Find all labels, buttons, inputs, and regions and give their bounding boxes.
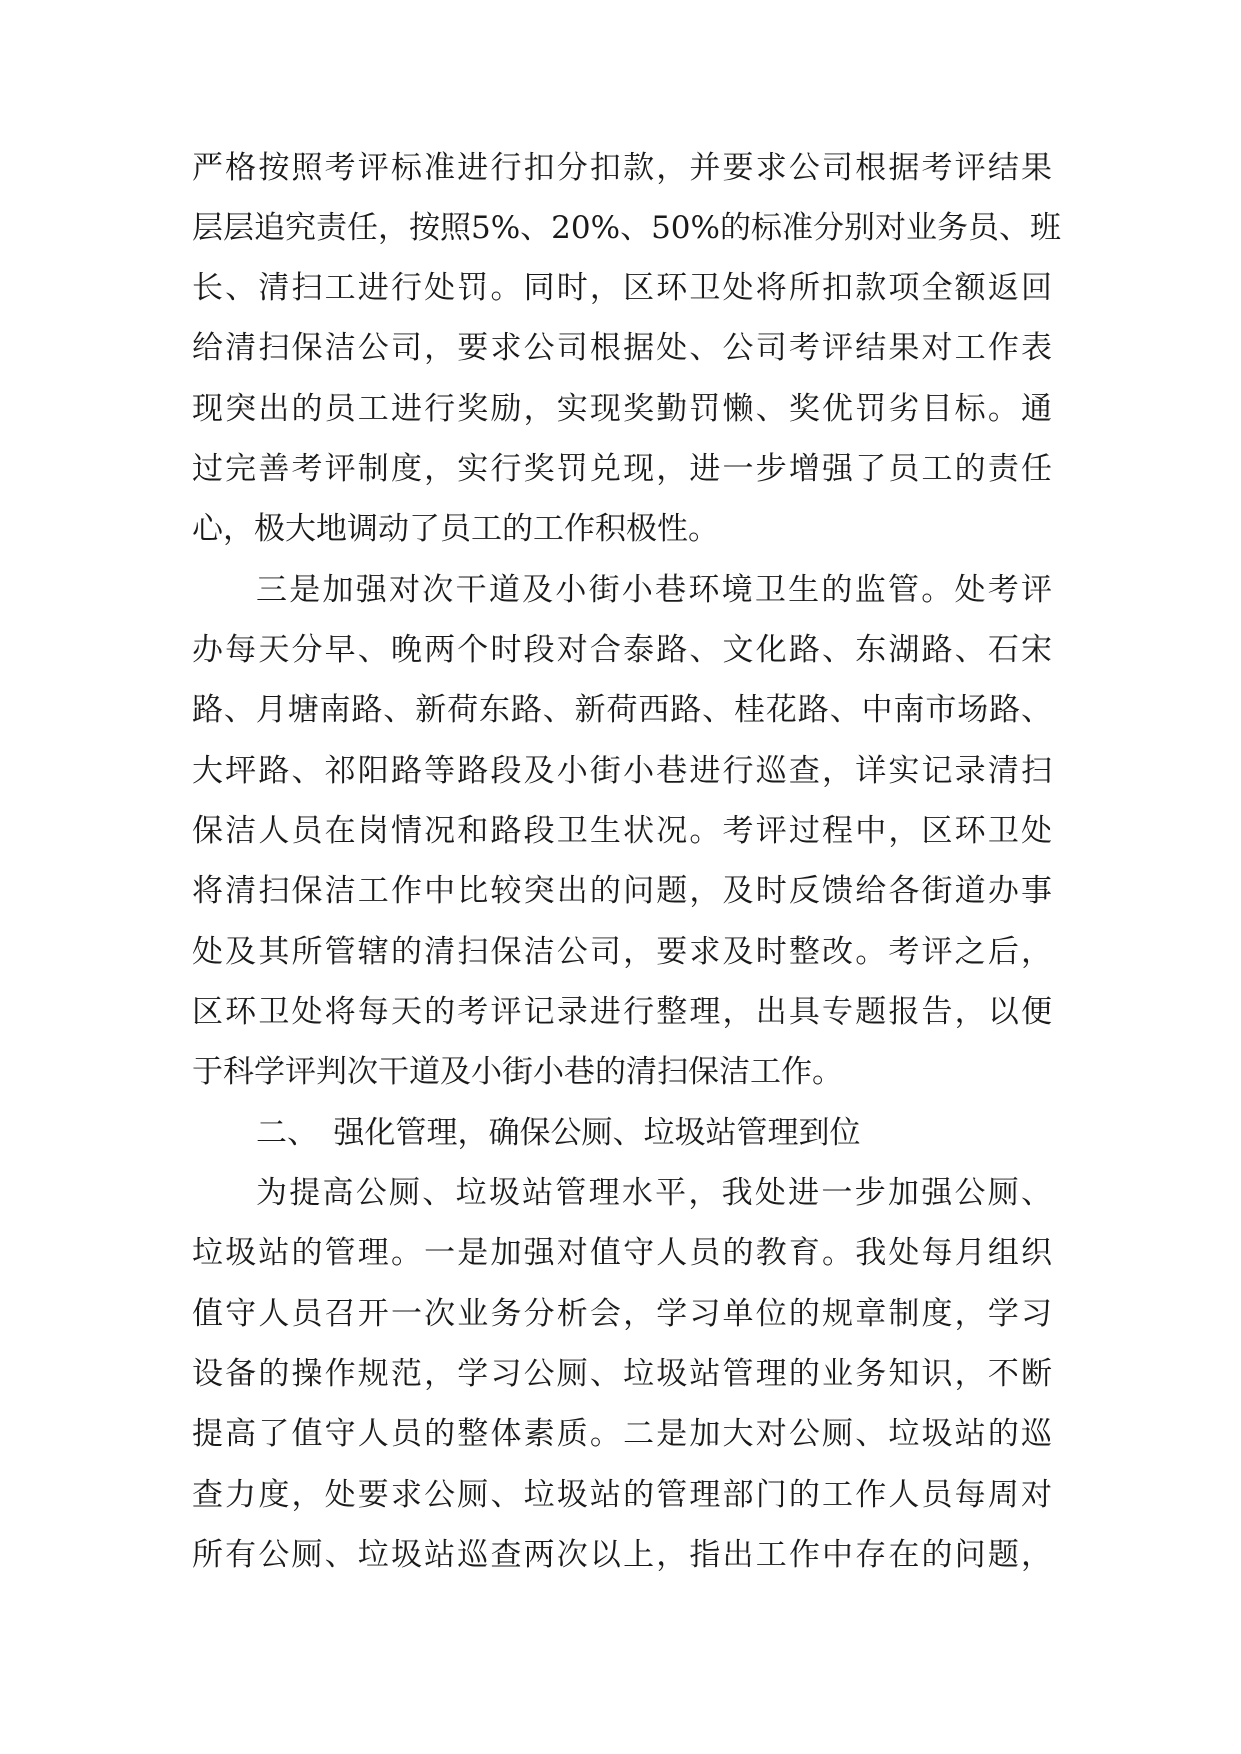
text-line: 于科学评判次干道及小街小巷的清扫保洁工作。 bbox=[192, 1054, 843, 1090]
text-line: 值守人员召开一次业务分析会，学习单位的规章制度，学习 bbox=[192, 1296, 1052, 1332]
text-line: 过完善考评制度，实行奖罚兑现，进一步增强了员工的责任 bbox=[192, 451, 1052, 487]
text-line: 提高了值守人员的整体素质。二是加大对公厕、垃圾站的巡 bbox=[192, 1416, 1052, 1452]
text-line: 保洁人员在岗情况和路段卫生状况。考评过程中，区环卫处 bbox=[192, 813, 1052, 849]
text-line: 大坪路、祁阳路等路段及小街小巷进行巡查，详实记录清扫 bbox=[192, 753, 1052, 789]
text-line: 查力度，处要求公厕、垃圾站的管理部门的工作人员每周对 bbox=[192, 1477, 1052, 1513]
text-line: 给清扫保洁公司，要求公司根据处、公司考评结果对工作表 bbox=[192, 330, 1052, 366]
text-line: 垃圾站的管理。一是加强对值守人员的教育。我处每月组织 bbox=[192, 1235, 1052, 1271]
text-line: 心，极大地调动了员工的工作积极性。 bbox=[192, 511, 719, 547]
text-line: 处及其所管辖的清扫保洁公司，要求及时整改。考评之后， bbox=[192, 934, 1052, 970]
text-line: 将清扫保洁工作中比较突出的问题，及时反馈给各街道办事 bbox=[192, 873, 1052, 909]
text-line: 办每天分早、晚两个时段对合泰路、文化路、东湖路、石宋 bbox=[192, 632, 1052, 668]
text-line: 现突出的员工进行奖励，实现奖勤罚懒、奖优罚劣目标。通 bbox=[192, 391, 1052, 427]
paragraph-start-line: 三是加强对次干道及小街小巷环境卫生的监管。处考评 bbox=[256, 572, 1052, 608]
text-line: 长、清扫工进行处罚。同时，区环卫处将所扣款项全额返回 bbox=[192, 270, 1052, 306]
text-line: 区环卫处将每天的考评记录进行整理，出具专题报告，以便 bbox=[192, 994, 1052, 1030]
text-line: 设备的操作规范，学习公厕、垃圾站管理的业务知识，不断 bbox=[192, 1356, 1052, 1392]
text-line: 所有公厕、垃圾站巡查两次以上，指出工作中存在的问题， bbox=[192, 1537, 1052, 1573]
text-line: 层层追究责任，按照5%、20%、50%的标准分别对业务员、班 bbox=[192, 210, 1061, 246]
text-line: 严格按照考评标准进行扣分扣款，并要求公司根据考评结果 bbox=[192, 150, 1052, 186]
text-line: 路、月塘南路、新荷东路、新荷西路、桂花路、中南市场路、 bbox=[192, 692, 1052, 728]
paragraph-start-line: 为提高公厕、垃圾站管理水平，我处进一步加强公厕、 bbox=[256, 1175, 1052, 1211]
section-heading: 二、 强化管理，确保公厕、垃圾站管理到位 bbox=[256, 1115, 861, 1151]
